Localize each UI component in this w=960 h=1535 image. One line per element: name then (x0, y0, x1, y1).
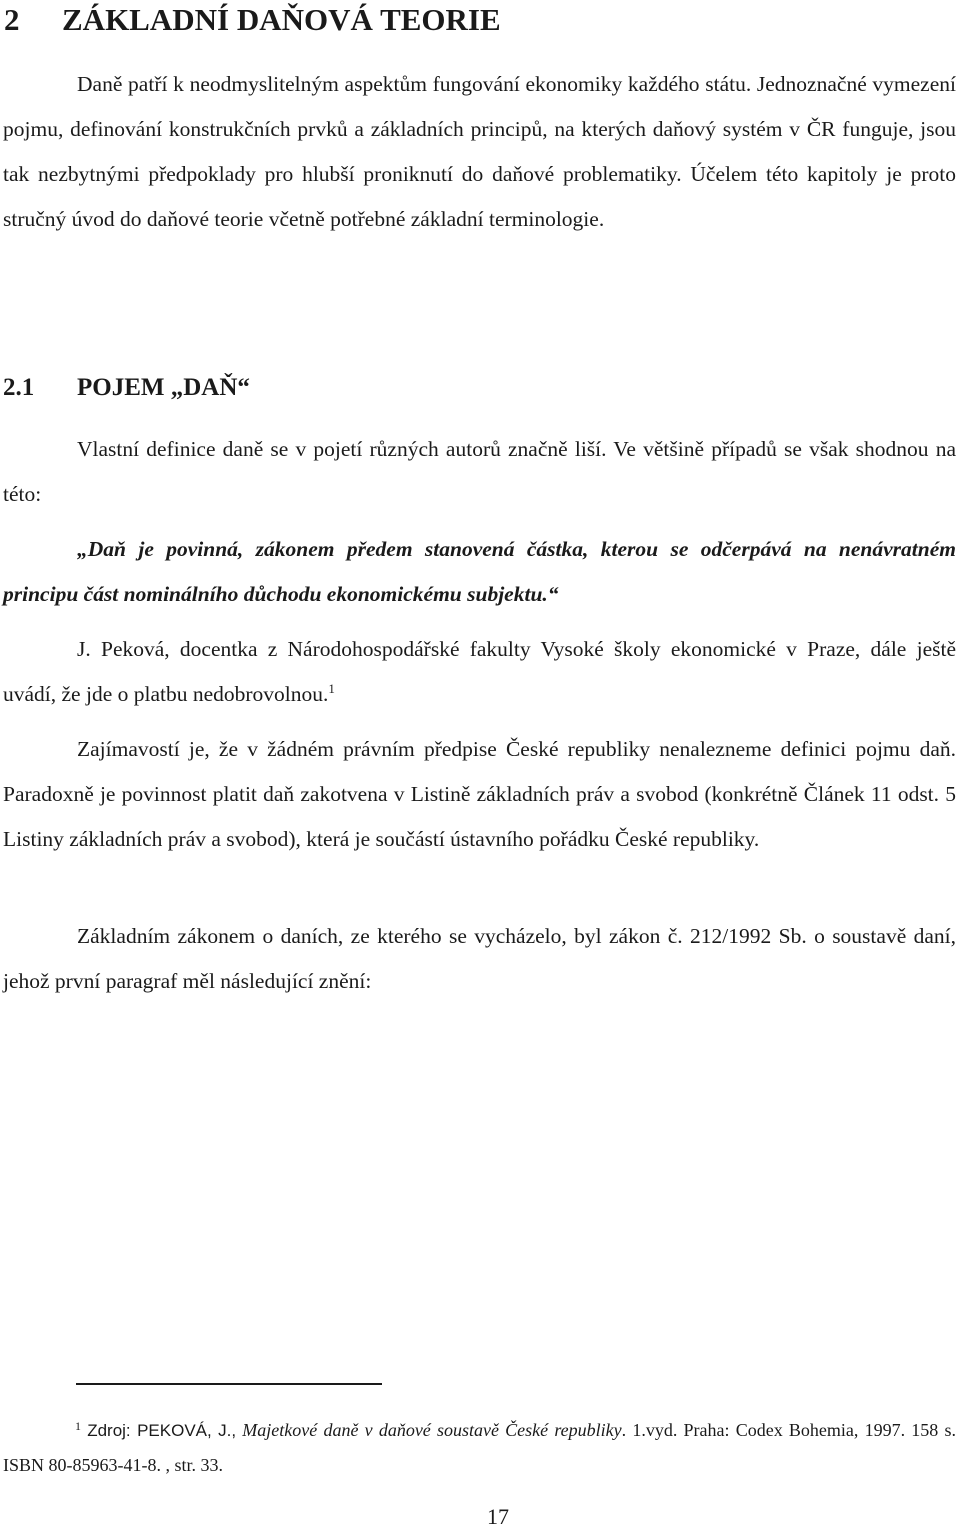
section-title: POJEM „DAŇ“ (77, 374, 250, 401)
section-number: 2.1 (3, 374, 35, 401)
footnote-marker: 1 (75, 1419, 81, 1433)
footnote-book-title: Majetkové daně v daňové soustavě České republiky (242, 1420, 622, 1440)
chapter-title: ZÁKLADNÍ DAŇOVÁ TEORIE (62, 2, 501, 37)
footnote-separator (76, 1383, 382, 1385)
law-paragraph: Základním zákonem o daních, ze kterého se vycházelo, byl zákon č. 212/1992 Sb. o soustavě daní, jehož první paragraf měl následující znění: (3, 924, 956, 993)
tax-definition-quote: „Daň je povinná, zákonem předem stanovená částka, kterou se odčerpává na nenávratném principu část nominálního důchodu ekonomickému subjektu.“ (3, 537, 956, 606)
footnote-source-label: Zdroj: PEKOVÁ, J., (87, 1421, 237, 1440)
footnote-details: . 1.vyd. Praha: Codex Bohemia, 1997. 158 s. ISBN 80-85963-41-8. , str. 33. (3, 1420, 956, 1475)
intro-paragraph: Daně patří k neodmyslitelným aspektům fungování ekonomiky každého státu. Jednoznačné vymezení pojmu, definování konstrukčních prvků a základních principů, na kterých daňový systém v ČR funguje, jsou tak nezbytnými předpoklady pro hlubší proniknutí do daňové problematiky. Účelem této kapitoly je proto stručný úvod do daňové teorie včetně potřebné základní terminologie. (3, 72, 956, 231)
footnote-reference[interactable]: 1 (328, 681, 335, 696)
section-heading (3, 368, 250, 408)
chapter-heading (0, 0, 501, 40)
pekova-text: J. Peková, docentka z Národohospodářské fakulty Vysoké školy ekonomické v Praze, dále ještě uvádí, že jde o platbu nedobrovolnou. (3, 637, 956, 706)
page-number: 17 (487, 1504, 509, 1529)
interest-paragraph: Zajímavostí je, že v žádném právním předpise České republiky nenalezneme definici pojmu daň. Paradoxně je povinnost platit daň zakotvena v Listině základních práv a svobod (konkrétně Článek 11 odst. 5 Listiny základních práv a svobod), která je součástí ústavního pořádku České republiky. (3, 737, 956, 851)
footnote (3, 1413, 956, 1482)
pekova-paragraph (3, 627, 956, 717)
definitions-paragraph: Vlastní definice daně se v pojetí různých autorů značně liší. Ve většině případů se však shodnou na této: (3, 437, 956, 506)
chapter-number: 2 (4, 2, 20, 37)
